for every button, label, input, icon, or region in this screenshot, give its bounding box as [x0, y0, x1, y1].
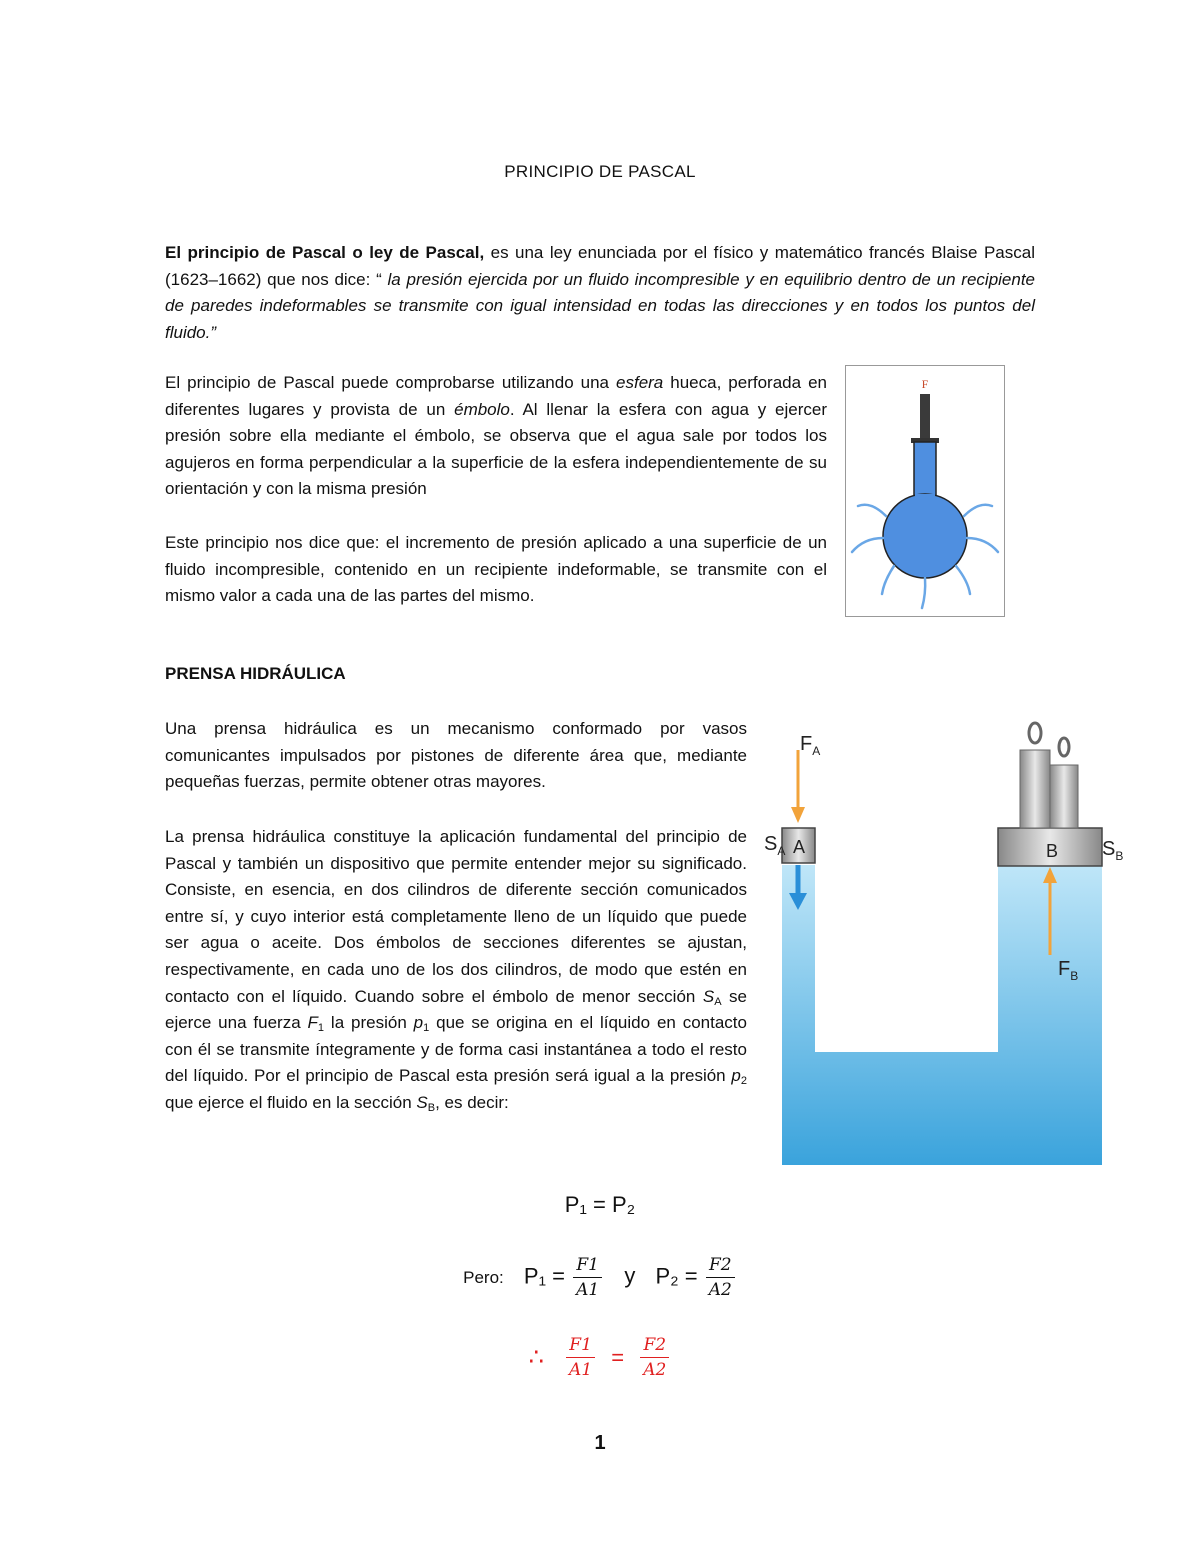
paragraph-intro: [165, 240, 1035, 346]
fraction-f1-a1-result: [566, 1335, 595, 1380]
fraction-f2-a2-result: [640, 1335, 669, 1380]
label-sb-sub: B: [1115, 849, 1124, 863]
press-diagram: [760, 715, 1124, 1170]
paragraph-sphere: [165, 370, 827, 503]
eq2-lhs1: P₁ =: [523, 1263, 565, 1289]
frac-num: F1: [573, 1255, 602, 1278]
equation-pressure-equal: P₁ = P₂: [564, 1192, 636, 1217]
intro-quote: la presión ejercida por un fluido incompresible y en equilibrio dentro de un recipiente de paredes indeformables se transmite con igual intensidad en todas las direcciones y en todos los puntos del fluido: [165, 269, 1036, 342]
equation-result: [0, 1335, 1200, 1380]
press-text-b: se ejerce una fuerza: [165, 986, 747, 1033]
fraction-f1-a1: [573, 1255, 602, 1300]
label-sa-sub: A: [777, 844, 786, 858]
var-p1-sub: 1: [423, 1022, 430, 1035]
label-fa-sub: A: [812, 744, 821, 758]
var-f1-sub: 1: [317, 1022, 325, 1035]
sphere-word: esfera: [616, 373, 664, 392]
label-a: A: [793, 837, 806, 857]
neck-join: [915, 494, 935, 504]
equation-pressure-defs: [0, 1255, 1200, 1300]
paragraph-press-explanation: [165, 824, 747, 1117]
sphere-body: [883, 494, 967, 578]
equals-sign: =: [611, 1344, 625, 1370]
intro-end: .”: [205, 322, 217, 342]
press-text-e: que ejerce el fluido en la sección: [165, 1092, 417, 1112]
intro-text: es una ley enunciada por el físico y matemático francés Blaise Pascal (1623–1662) que nos dice: “: [165, 243, 1035, 289]
label-sa-main: S: [764, 833, 778, 855]
var-p2-sub: 2: [740, 1075, 747, 1088]
therefore-symbol: ∴: [528, 1344, 544, 1371]
label-fa-main: F: [800, 733, 813, 755]
frac-den: A2: [643, 1360, 667, 1380]
frac-num: F2: [640, 1335, 669, 1358]
label-b: B: [1046, 841, 1059, 861]
eq2-lhs2: P₂ =: [655, 1263, 698, 1289]
frac-den: A2: [708, 1280, 732, 1300]
and-word: y: [624, 1263, 636, 1289]
label-sb: [1102, 838, 1123, 863]
hydraulic-press-figure: [760, 715, 1124, 1170]
pero-label: Pero:: [463, 1267, 504, 1287]
frac-den: A1: [576, 1280, 600, 1300]
weight-1: [1020, 750, 1050, 828]
var-p1: p: [413, 1013, 424, 1033]
press-text-d: que se origina en el líquido en contacto con él se transmite íntegramente y de forma casi instantánea a todo el resto del líquido. Por el principio de Pascal esta presión será igual a la presión: [165, 1013, 747, 1086]
var-p2: p: [731, 1066, 741, 1086]
frac-num: F1: [566, 1335, 595, 1358]
label-sb-main: S: [1102, 838, 1116, 860]
var-f1: F: [307, 1013, 318, 1033]
weight-hook-2: [1059, 738, 1069, 756]
sphere-text-c: . Al llenar la esfera con agua y ejercer presión sobre ella mediante el émbolo, se observa que el agua sale por todos los agujeros en forma perpendicular a la superficie de la esfera independientemente de su orientación y con la misma presión: [165, 399, 827, 499]
force-a-arrowhead: [791, 807, 805, 823]
label-fb-sub: B: [1070, 969, 1079, 983]
press-text-a: La prensa hidráulica constituye la aplicación fundamental del principio de Pascal y también un dispositivo que permite entender mejor su significado. Consiste, en esencia, en dos cilindros de diferente sección comunicados entre sí, y cuyo interior está completamente lleno de un líquido que puede ser agua o aceite. Dos émbolos de secciones diferentes se ajustan, respectivamente, en cada uno de los dos cilindros, de modo que estén en contacto con el líquido. Cuando sobre el émbolo de menor sección: [165, 827, 747, 1006]
force-label: F: [921, 377, 929, 391]
var-sb: S: [416, 1092, 428, 1112]
fluid-body: [782, 865, 1102, 1165]
frac-den: A1: [569, 1360, 593, 1380]
var-sa: S: [702, 986, 715, 1006]
page-title: PRINCIPIO DE PASCAL: [504, 162, 696, 181]
var-sa-sub: A: [714, 995, 722, 1008]
frac-num: F2: [706, 1255, 735, 1278]
sphere-text-a: El principio de Pascal puede comprobarse utilizando una: [165, 373, 617, 392]
intro-lead: El principio de Pascal o ley de Pascal,: [165, 243, 485, 262]
paragraph-press-definition: Una prensa hidráulica es un mecanismo conformado por vasos comunicantes impulsados por pistones de diferente área que, mediante pequeñas fuerzas, permite obtener otras mayores.: [165, 719, 747, 792]
fraction-f2-a2: [706, 1255, 735, 1300]
page-number: 1: [594, 1432, 606, 1454]
press-text-f: , es decir:: [435, 1092, 509, 1112]
sphere-neck: [914, 442, 936, 502]
weight-hook-1: [1029, 723, 1041, 743]
weight-2: [1050, 765, 1078, 828]
sphere-text-b: hueca, perforada en diferentes lugares y provista de un: [165, 373, 827, 419]
pascal-sphere-figure: [845, 365, 1005, 617]
piston-rod: [920, 394, 930, 444]
label-fa: [800, 733, 820, 758]
section-heading-prensa: PRENSA HIDRÁULICA: [165, 664, 346, 683]
var-sb-sub: B: [427, 1101, 436, 1114]
label-fb-main: F: [1058, 958, 1071, 980]
press-text-c: la presión: [324, 1013, 414, 1033]
paragraph-principle: Este principio nos dice que: el incremento de presión aplicado a una superficie de un fluido incompresible, contenido en un recipiente indeformable, se transmite con el mismo valor a cada una de las partes del mismo.: [165, 533, 827, 606]
sphere-diagram: [846, 366, 1004, 616]
piston-word: émbolo: [454, 399, 510, 419]
